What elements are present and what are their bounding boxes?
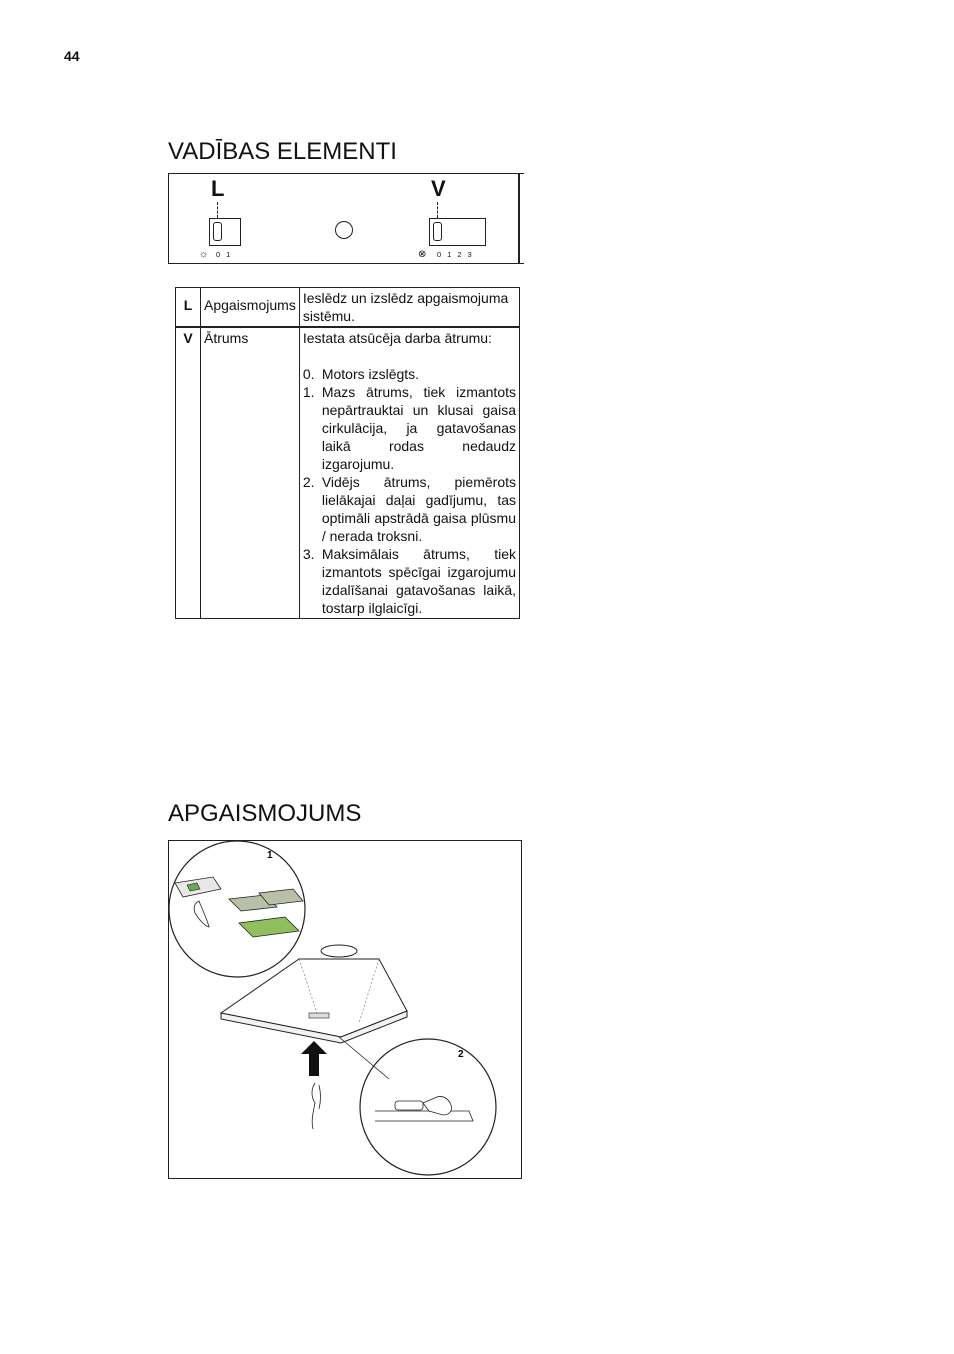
light-scale-1: 1	[226, 250, 231, 259]
control-panel-diagram	[168, 173, 519, 264]
row-key: V	[176, 327, 201, 619]
lighting-figure	[168, 840, 522, 1179]
row-description: Iestata atsūcēja darba ātrumu:	[302, 330, 492, 346]
light-unit	[309, 1013, 329, 1018]
list-item-number: 2.	[302, 474, 315, 490]
row-name: Ātrums	[201, 327, 300, 619]
speed-scale	[437, 250, 478, 259]
list-item-number: 0.	[302, 366, 315, 382]
light-switch	[209, 218, 241, 246]
callout-number-2: 2	[458, 1049, 464, 1060]
hood-panel-detail	[375, 1111, 473, 1121]
list-item-number: 3.	[302, 546, 315, 562]
light-bulb-icon: ☼	[199, 249, 209, 260]
lighting-illustration	[169, 841, 521, 1178]
row-name: Apgaismojums	[201, 288, 300, 328]
panel-edge	[519, 173, 524, 264]
speed-scale-0: 0	[437, 250, 442, 259]
up-arrow-icon	[301, 1041, 327, 1076]
speed-list	[303, 365, 516, 617]
list-item-text: Vidējs ātrums, piemērots lielākajai daļai gadījumu, tas optimāli apstrādā gaisa plūsmu / nerada troksni.	[321, 474, 516, 544]
callout-circle-1	[169, 841, 305, 977]
section-title-lighting: APGAISMOJUMS	[168, 800, 362, 827]
list-item	[303, 365, 516, 383]
table-row	[176, 327, 520, 619]
section-title-controls: VADĪBAS ELEMENTI	[168, 138, 397, 165]
light-scale-0: 0	[216, 250, 221, 259]
pointing-hand-icon	[312, 1083, 321, 1129]
callout-number-1: 1	[267, 850, 273, 861]
page-number: 44	[64, 48, 80, 64]
row-description: Ieslēdz un izslēdz apgaismojuma sistēmu.	[299, 288, 519, 328]
speed-scale-2: 2	[457, 250, 462, 259]
center-button	[335, 221, 353, 239]
chimney-collar	[321, 945, 357, 957]
hand-icon	[194, 901, 209, 927]
list-item-text: Motors izslēgts.	[321, 366, 420, 382]
list-item-text: Mazs ātrums, tiek izmantots nepārtrauktai un klusai gaisa cirkulācija, ja gatavošanas laikā rodas nedaudz izgarojumu.	[321, 384, 516, 472]
row-description-cell	[299, 327, 519, 619]
list-item-text: Maksimālais ātrums, tiek izmantots spēcīgai izgarojumu izdalīšanai gatavošanas laikā, tostarp ilglaicīgi.	[321, 546, 516, 616]
panel-label-light: L	[211, 176, 225, 201]
list-item	[303, 383, 516, 473]
bulb-hand-icon	[423, 1096, 452, 1115]
lamp-holder	[395, 1101, 423, 1110]
light-switch-knob	[213, 222, 222, 241]
list-item-number: 1.	[302, 384, 315, 400]
list-item	[303, 473, 516, 545]
controls-table	[175, 287, 520, 619]
row-key: L	[176, 288, 201, 328]
table-row	[176, 288, 520, 328]
light-scale	[216, 250, 236, 259]
panel-label-speed: V	[431, 176, 446, 201]
speed-switch-knob	[433, 222, 442, 241]
speed-switch	[429, 218, 486, 246]
speed-scale-3: 3	[467, 250, 472, 259]
speed-scale-1: 1	[447, 250, 452, 259]
light-leader-line	[217, 202, 218, 218]
fan-icon: ⊗	[418, 249, 427, 260]
carbon-filter	[239, 917, 299, 937]
speed-leader-line	[437, 202, 438, 218]
list-item	[303, 545, 516, 617]
